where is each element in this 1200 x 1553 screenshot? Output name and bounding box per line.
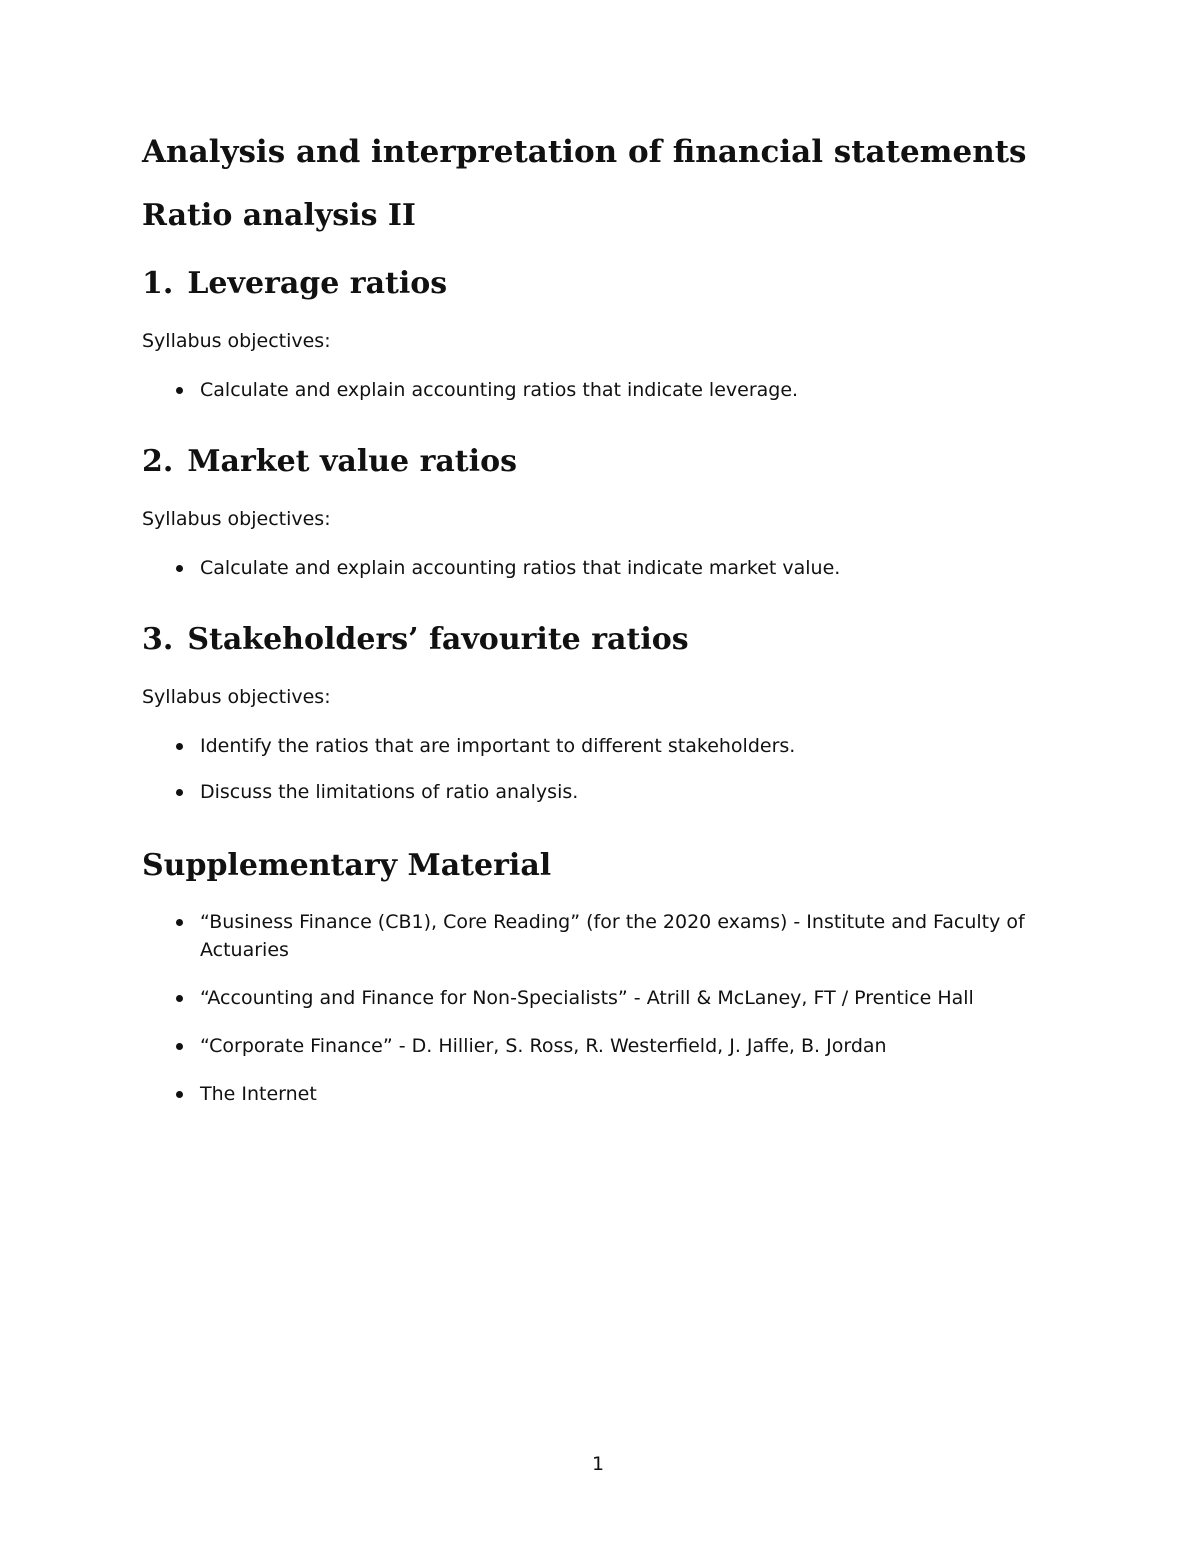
list-item-text: Discuss the limitations of ratio analysis. bbox=[200, 781, 579, 803]
section-number: 2. bbox=[142, 444, 174, 479]
list-item bbox=[176, 778, 1076, 806]
document-title: Analysis and interpretation of financial statements bbox=[142, 134, 1027, 170]
bullet-icon bbox=[176, 565, 183, 572]
section-heading-leverage bbox=[142, 266, 447, 301]
objectives-label: Syllabus objectives: bbox=[142, 686, 331, 708]
bullet-icon bbox=[176, 789, 183, 796]
section-heading-stakeholders bbox=[142, 622, 689, 657]
list-item-text: “Corporate Finance” - D. Hillier, S. Ross, R. Westerfield, J. Jaffe, B. Jordan bbox=[200, 1035, 887, 1057]
list-item bbox=[176, 732, 1076, 760]
list-item bbox=[176, 1032, 1056, 1060]
supplementary-heading: Supplementary Material bbox=[142, 848, 552, 883]
bullet-icon bbox=[176, 1091, 183, 1098]
list-item-text: Identify the ratios that are important to different stakeholders. bbox=[200, 735, 796, 757]
bullet-icon bbox=[176, 995, 183, 1002]
section-number: 1. bbox=[142, 266, 174, 301]
objectives-list bbox=[176, 376, 1076, 404]
list-item-text: Calculate and explain accounting ratios that indicate market value. bbox=[200, 557, 841, 579]
section-title: Market value ratios bbox=[187, 444, 517, 479]
objectives-list bbox=[176, 732, 1076, 806]
list-item-text: Calculate and explain accounting ratios that indicate leverage. bbox=[200, 379, 799, 401]
bullet-icon bbox=[176, 387, 183, 394]
supplementary-list bbox=[176, 908, 1056, 1108]
bullet-icon bbox=[176, 919, 183, 926]
list-item bbox=[176, 376, 1076, 404]
objectives-label: Syllabus objectives: bbox=[142, 330, 331, 352]
bullet-icon bbox=[176, 743, 183, 750]
list-item bbox=[176, 908, 1056, 964]
objectives-label: Syllabus objectives: bbox=[142, 508, 331, 530]
page-number: 1 bbox=[592, 1453, 605, 1475]
list-item-text: The Internet bbox=[200, 1083, 317, 1105]
bullet-icon bbox=[176, 1043, 183, 1050]
section-title: Stakeholders’ favourite ratios bbox=[187, 622, 689, 657]
list-item bbox=[176, 984, 1056, 1012]
list-item bbox=[176, 1080, 1056, 1108]
document-subtitle: Ratio analysis II bbox=[142, 198, 416, 233]
list-item-text: “Business Finance (CB1), Core Reading” (for the 2020 exams) - Institute and Faculty of Actuaries bbox=[200, 911, 1025, 961]
section-number: 3. bbox=[142, 622, 174, 657]
section-title: Leverage ratios bbox=[187, 266, 448, 301]
section-heading-market-value bbox=[142, 444, 517, 479]
list-item bbox=[176, 554, 1076, 582]
list-item-text: “Accounting and Finance for Non-Specialists” - Atrill & McLaney, FT / Prentice Hall bbox=[200, 987, 974, 1009]
objectives-list bbox=[176, 554, 1076, 582]
